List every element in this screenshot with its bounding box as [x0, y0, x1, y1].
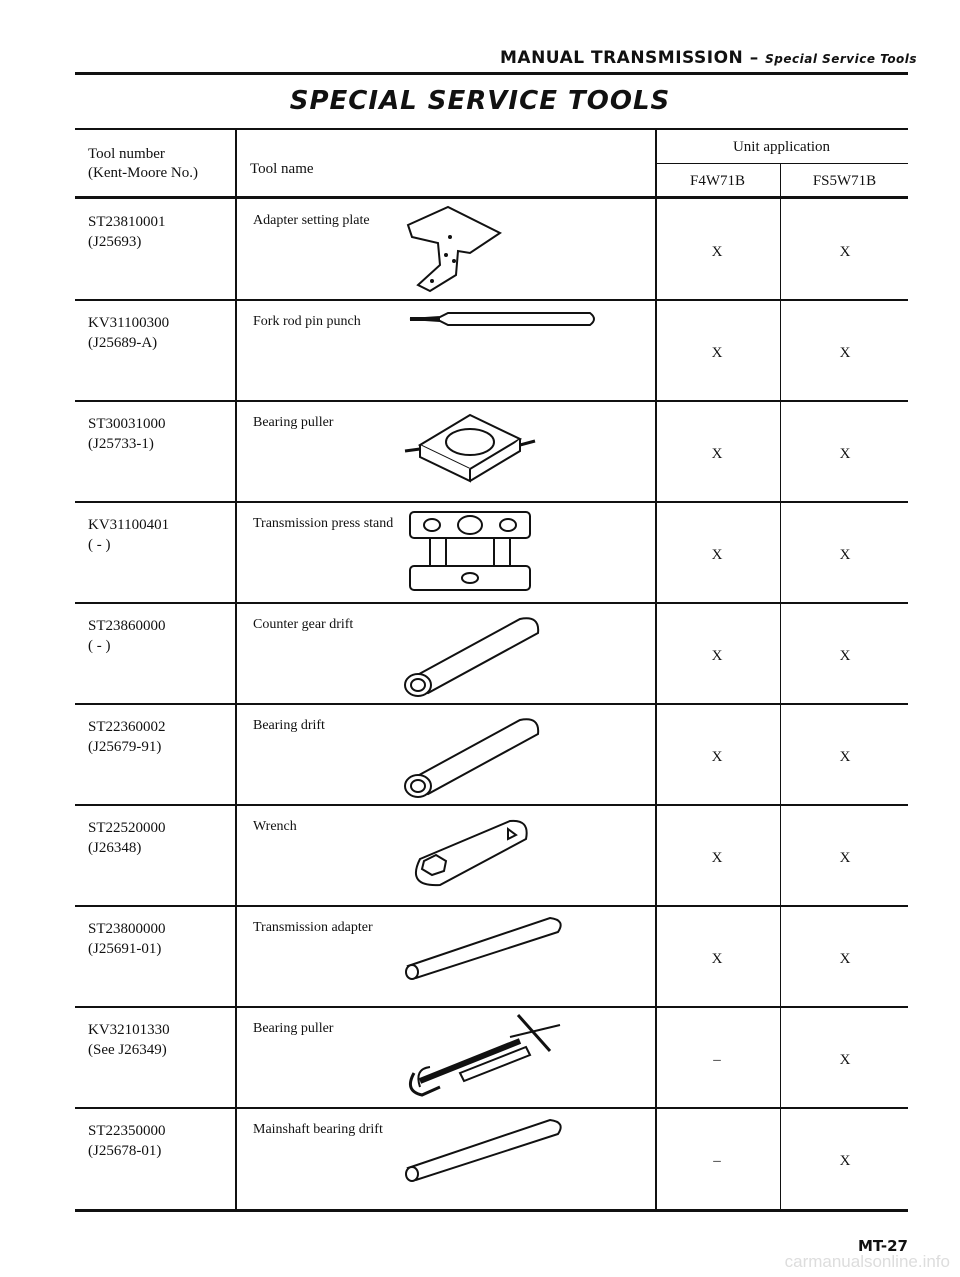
- tool-number: [88, 1121, 166, 1161]
- section-subtitle: Special Service Tools: [765, 52, 918, 66]
- row-divider: [75, 400, 908, 402]
- header-unit-fs5w71b: FS5W71B: [812, 173, 877, 189]
- tool-number: [88, 1020, 170, 1060]
- application-mark-f4w71b: X: [711, 749, 723, 765]
- tool-number: [88, 818, 166, 858]
- header-tool-number: Tool number (Kent-Moore No.): [88, 146, 198, 181]
- tool-name: Bearing puller: [253, 1021, 334, 1036]
- tool-number-value: ST23810001: [88, 214, 166, 230]
- application-mark-fs5w71b: X: [839, 244, 851, 260]
- section-header: [500, 48, 917, 68]
- application-mark-f4w71b: –: [713, 1153, 721, 1169]
- tool-number-value: ST22350000: [88, 1123, 166, 1139]
- tool-number: [88, 515, 169, 555]
- kent-moore-number: ( - ): [88, 537, 111, 553]
- row-divider: [75, 602, 908, 604]
- tool-number-value: ST23860000: [88, 618, 166, 634]
- tool-number: [88, 313, 169, 353]
- application-mark-fs5w71b: X: [839, 1052, 851, 1068]
- application-mark-fs5w71b: X: [839, 547, 851, 563]
- tool-number-value: ST22360002: [88, 719, 166, 735]
- application-mark-f4w71b: –: [713, 1052, 721, 1068]
- application-mark-fs5w71b: X: [839, 1153, 851, 1169]
- application-mark-fs5w71b: X: [839, 345, 851, 361]
- application-mark-f4w71b: X: [711, 850, 723, 866]
- col-divider-1: [235, 128, 237, 1209]
- application-mark-fs5w71b: X: [839, 749, 851, 765]
- tool-number-value: KV32101330: [88, 1022, 170, 1038]
- bearing-puller-icon: [400, 405, 540, 490]
- row-divider: [75, 1006, 908, 1008]
- application-mark-f4w71b: X: [711, 951, 723, 967]
- col-divider-3: [780, 163, 781, 1209]
- kent-moore-number: (J25689-A): [88, 335, 158, 351]
- tool-number: [88, 616, 166, 656]
- header-unit-application: Unit application: [732, 139, 831, 155]
- tool-name: Counter gear drift: [253, 617, 354, 632]
- col-divider-2: [655, 128, 657, 1209]
- application-mark-f4w71b: X: [711, 345, 723, 361]
- watermark: carmanualsonline.info: [784, 1252, 950, 1271]
- pin-punch-icon: [400, 304, 600, 339]
- header-rule: [75, 72, 908, 75]
- screw-puller-icon: [400, 1011, 570, 1106]
- application-mark-f4w71b: X: [711, 648, 723, 664]
- tool-name: Mainshaft bearing drift: [253, 1122, 383, 1137]
- row-divider: [75, 804, 908, 806]
- kent-moore-number: ( - ): [88, 638, 111, 654]
- press-stand-icon: [400, 506, 540, 601]
- tool-number: [88, 919, 166, 959]
- application-mark-fs5w71b: X: [839, 648, 851, 664]
- kent-moore-number: (J25691-01): [88, 941, 162, 957]
- tool-number-value: ST22520000: [88, 820, 166, 836]
- drift-icon: [400, 708, 550, 803]
- tool-number: [88, 717, 166, 757]
- page-title: SPECIAL SERVICE TOOLS: [289, 86, 671, 116]
- wrench-icon: [400, 809, 540, 894]
- kent-moore-number: (J25733-1): [88, 436, 154, 452]
- kent-moore-number: (J25678-01): [88, 1143, 162, 1159]
- row-divider: [75, 501, 908, 503]
- tool-name: Transmission press stand: [253, 516, 394, 531]
- table-top-rule: [75, 128, 908, 130]
- tool-name: Bearing puller: [253, 415, 334, 430]
- tool-number-value: ST23800000: [88, 921, 166, 937]
- application-mark-f4w71b: X: [711, 244, 723, 260]
- header-bottom-rule: [75, 196, 908, 199]
- tool-name: Wrench: [253, 819, 297, 834]
- tool-name: Bearing drift: [253, 718, 325, 733]
- application-mark-f4w71b: X: [711, 547, 723, 563]
- application-mark-fs5w71b: X: [839, 446, 851, 462]
- tool-name: Transmission adapter: [253, 920, 373, 935]
- row-divider: [75, 905, 908, 907]
- header-dash: –: [743, 48, 766, 68]
- kent-moore-number: (J26348): [88, 840, 142, 856]
- row-divider: [75, 299, 908, 301]
- page-number: MT-27: [857, 1237, 908, 1255]
- application-mark-fs5w71b: X: [839, 850, 851, 866]
- application-mark-f4w71b: X: [711, 446, 723, 462]
- tool-number-value: KV31100401: [88, 517, 170, 533]
- header-tool-name: Tool name: [250, 161, 314, 177]
- kent-moore-number: (J25679-91): [88, 739, 162, 755]
- row-divider: [75, 1107, 908, 1109]
- section-title: MANUAL TRANSMISSION: [500, 48, 744, 68]
- kent-moore-number: (J25693): [88, 234, 142, 250]
- tool-number: [88, 414, 166, 454]
- rod-icon: [400, 1112, 570, 1187]
- drift-icon: [400, 607, 550, 702]
- row-divider: [75, 703, 908, 705]
- unit-subheader-rule: [655, 163, 908, 164]
- tool-number-value: ST30031000: [88, 416, 166, 432]
- tool-number: [88, 212, 166, 252]
- kent-moore-number: (See J26349): [88, 1042, 167, 1058]
- adapter-plate-icon: [400, 203, 510, 298]
- table-bottom-rule: [75, 1209, 908, 1212]
- header-unit-f4w71b: F4W71B: [689, 173, 745, 189]
- rod-icon: [400, 910, 570, 985]
- tool-name: Fork rod pin punch: [253, 314, 361, 329]
- tool-number-value: KV31100300: [88, 315, 170, 331]
- application-mark-fs5w71b: X: [839, 951, 851, 967]
- tool-name: Adapter setting plate: [253, 213, 370, 228]
